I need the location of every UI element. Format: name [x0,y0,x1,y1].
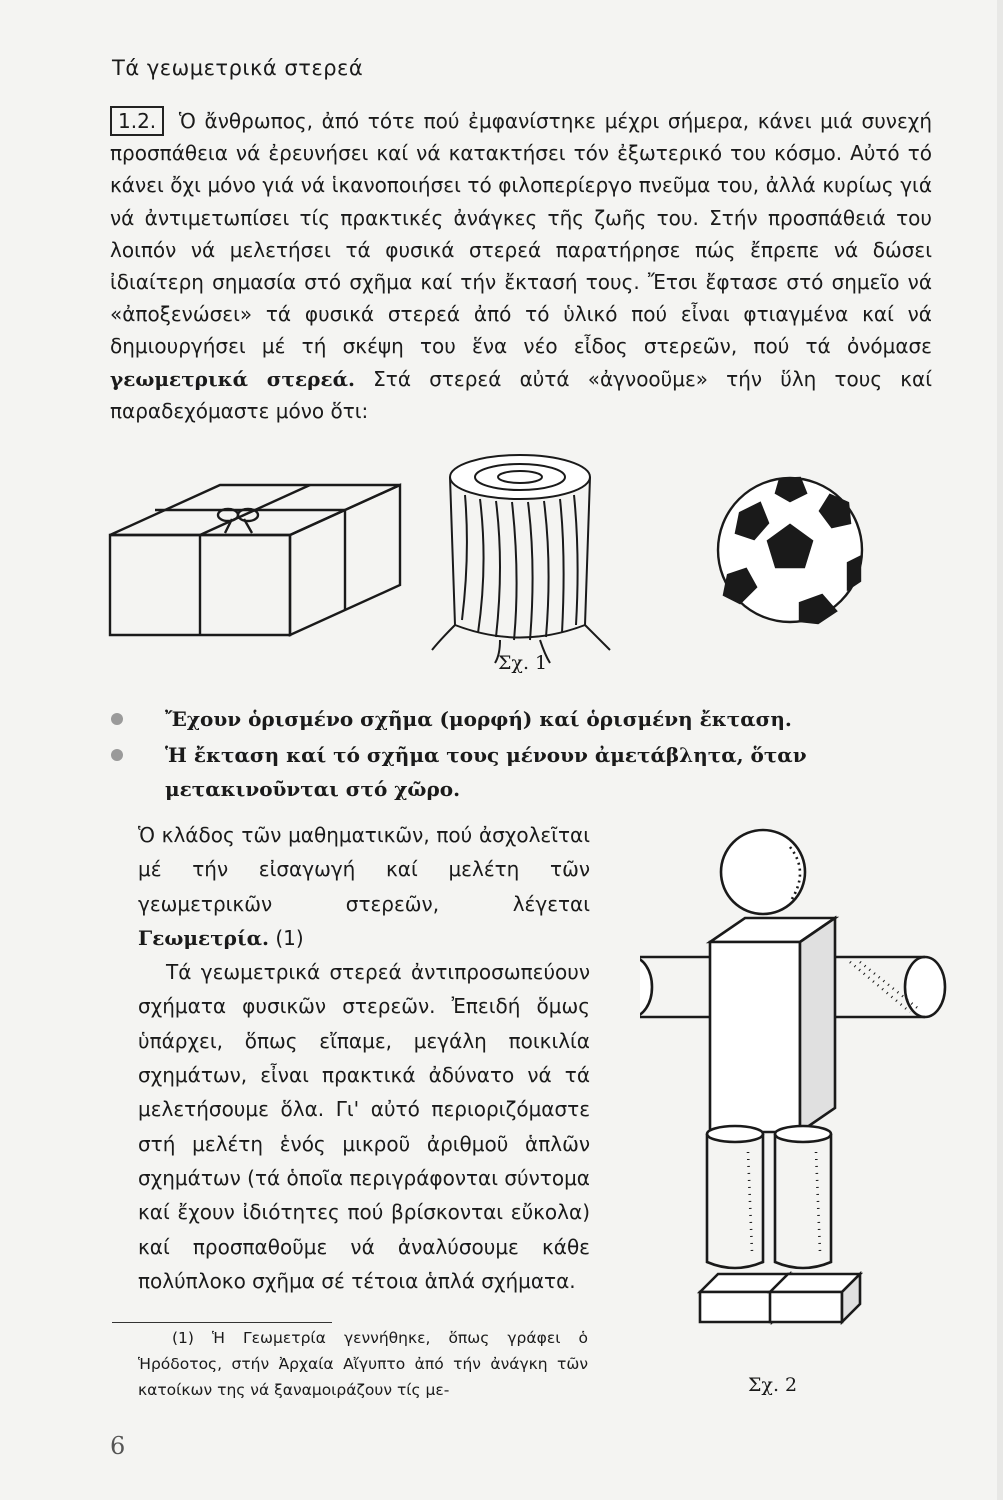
intro-text-part1: Ὁ ἄνθρωπος, ἀπό τότε πού ἐμφανίστηκε μέχρι σήμερα, κάνει μιά συνεχή προσπάθεια νά ἐρευνήσει καί νά κατακτήσει τόν ἐξωτερικό του κόσμο. Αὐτό τό κάνει ὄχι μόνο γιά νά ἱκανοποιήσει τό φιλοπερίεργο πνεῦμα του, ἀλλά κυρίως γιά νά ἀντιμετωπίσει τίς πρακτικές ἀνάγκες τῆς ζωῆς του. Στήν προσπάθειά του λοιπόν νά μελετήσει τά φυσικά στερεά παρατήρησε πώς ἔπρεπε νά δώσει ἰδιαίτερη σημασία στό σχῆμα καί τήν ἔκτασή τους. Ἔτσι ἔφτασε στό σημεῖο νά «ἀποξενώσει» τά φυσικά στερεά ἀπό τό ὑλικό πού εἶναι φτιαγμένα καί νά δημιουργήσει μέ τή σκέψη του ἕνα νέο εἶδος στερεῶν, πού τά ὀνόμασε [110,109,932,359]
figure-2-caption: Σχ. 2 [748,1374,798,1396]
prism-body-drawing [710,918,835,1132]
soccer-ball-drawing [718,478,862,623]
footnote-reference: (1) [275,925,304,950]
list-item [108,702,938,736]
intro-paragraph [110,105,932,427]
cylinder-legs-drawing [707,1126,831,1268]
properties-list [108,702,938,806]
figure-2-illustration [640,822,960,1362]
bullet-icon [111,713,123,725]
shapes-paragraph: Τά γεωμετρικά στερεά ἀντιπροσωπεύουν σχήματα φυσικῶν στερεῶν. Ἐπειδή ὅμως ὑπάρχει, ὅπως εἴπαμε, μεγάλη ποικιλία σχημάτων, εἶναι πρακτικά ἀδύνατο νά τά μελετήσουμε ὅλα. Γι' αὐτό περιοριζόμαστε στή μελέτη ἑνός μικροῦ ἀριθμοῦ ἁπλῶν σχημάτων (τά ὁποῖα περιγράφονται σύντομα καί ἔχουν ἰδιότητες πού βρίσκονται εὔκολα) καί προσπαθοῦμε νά ἀναλύσουμε κάθε πολύπλοκο σχῆμα σέ τέτοια ἁπλά σχήματα. [138,960,590,1293]
footnote-divider [112,1322,332,1323]
page-edge [997,0,1003,1500]
sphere-head-drawing [721,830,805,914]
section-number: 1.2. [110,106,164,136]
section-title: Τά γεωμετρικά στερεά [112,56,364,80]
footnote-mark: (1) [172,1329,194,1347]
geometry-term: Γεωμετρία. [138,925,269,950]
figure-1-caption: Σχ. 1 [498,652,548,674]
footnote-text: Ἡ Γεωμετρία γεννήθηκε, ὅπως γράφει ὁ Ἡρόδοτος, στήν Ἀρχαία Αἴγυπτο ἀπό τήν ἀνάγκη τῶν κατοίκων της νά ξαναμοιράζουν τίς με- [138,1329,588,1399]
list-item [108,738,938,806]
footnote [138,1325,588,1403]
list-item-text: Ἡ ἔκταση καί τό σχῆμα τους μένουν ἀμετάβλητα, ὅταν μετακινοῦνται στό χῶρο. [165,743,807,801]
intro-bold-term: γεωμετρικά στερεά. [110,366,355,391]
intro-text-part2: Στά στερεά αὐτά «ἀγνοοῦμε» τήν ὕλη τους καί παραδεχόμαστε μόνο ὅτι: [110,366,933,423]
page-number: 6 [110,1432,126,1460]
geometry-definition-text [138,818,590,1298]
bullet-icon [111,749,123,761]
list-item-text: Ἔχουν ὁρισμένο σχῆμα (μορφή) καί ὁρισμένη ἔκταση. [165,707,792,731]
box-feet-drawing [700,1274,860,1322]
geometry-paragraph [138,818,590,955]
tree-stump-drawing [432,455,610,663]
gift-box-drawing [110,485,400,635]
figure-1-illustration [100,445,880,690]
geometry-text: Ὁ κλάδος τῶν μαθηματικῶν, πού ἀσχολεῖται μέ τήν εἰσαγωγή καί μελέτη τῶν γεωμετρικῶν στερεῶν, λέγεται [138,823,590,916]
